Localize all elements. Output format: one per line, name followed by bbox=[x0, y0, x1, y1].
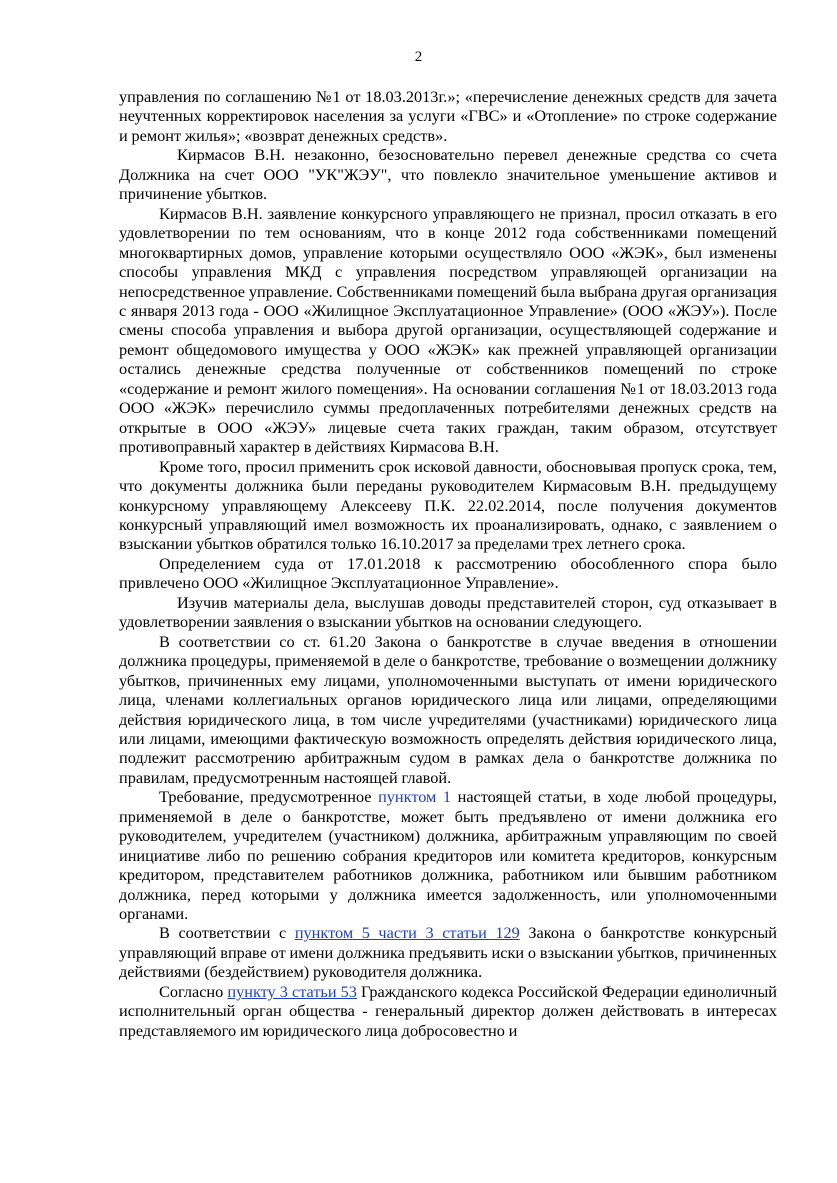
paragraph bbox=[119, 145, 777, 203]
paragraph bbox=[119, 593, 777, 632]
paragraph-text: Кирмасов В.Н. незаконно, безосновательно перевел денежные средства со счета Должника на счет ООО "УК"ЖЭУ", что повлекло значительное уменьшение активов и причинение убытков. bbox=[119, 145, 777, 204]
paragraph-text: В соответствии со ст. 61.20 Закона о банкротстве в случае введения в отношении должника процедуры, применяемой в деле о банкротстве, требование о возмещении должнику убытков, причиненных ему лицами, уполномоченными выступать от имени юридического лица, членами коллегиальных органов юридического лица или лицами, определяющими действия юридического лица, в том числе учредителями (участниками) юридического лица или лицами, имеющими фактическую возможность определять действия юридического лица, подлежит рассмотрению арбитражным судом в рамках дела о банкротстве должника по правилам, предусмотренным настоящей главой. bbox=[119, 631, 777, 787]
paragraph bbox=[119, 923, 777, 981]
law-reference-link[interactable]: пункту 3 статьи 53 bbox=[227, 981, 357, 1001]
paragraph bbox=[119, 554, 777, 593]
paragraph-text: Гражданского кодекса Российской Федерации единоличный исполнительный орган общества - генеральный директор должен действовать в интересах представляемого им юридического лица добросовестно и bbox=[119, 981, 778, 1040]
paragraph-text: Кроме того, просил применить срок исковой давности, обосновывая пропуск срока, тем, что документы должника были переданы руководителем Кирмасовым В.Н. предыдущему конкурсному управляющему Алексееву П.К. 22.02.2014, после получения документов конкурсный управляющий имел возможность их проанализировать, однако, с заявлением о взыскании убытков обратился только 16.10.2017 за пределами трех летнего срока. bbox=[119, 456, 777, 554]
paragraph-text: Кирмасов В.Н. заявление конкурсного управляющего не признал, просил отказать в его удовлетворении по тем основаниям, что в конце 2012 года собственниками помещений многоквартирных домов, управление которыми осуществляло ООО «ЖЭК», был изменены способы управления МКД с управления посредством управляющей организации на непосредственное управление. Собственниками помещений была выбрана другая организация с января 2013 года - ООО «Жилищное Эксплуатационное Управление» (ООО «ЖЭУ»). После смены способа управления и выбора другой организации, осуществляющей содержание и ремонт общедомового имущества у ООО «ЖЭК» как прежней управляющей организации остались денежные средства полученные от собственников помещений по строке «содержание и ремонт жилого помещения». На основании соглашения №1 от 18.03.2013 года ООО «ЖЭК» перечислило суммы предоплаченных потребителями денежных средств на открытые в ООО «ЖЭУ» лицевые счета таких граждан, таким образом, отсутствует противоправный характер в действиях Кирмасова В.Н. bbox=[119, 203, 777, 457]
paragraph-text: Закона о банкротстве конкурсный управляющий вправе от имени должника предъявить иски о взыскании убытков, причиненных действиями (бездействием) руководителя должника. bbox=[119, 923, 777, 982]
paragraph-text: управления по соглашению №1 от 18.03.2013г.»; «перечисление денежных средств для зачета неучтенных корректировок населения за услуги «ГВС» и «Отопление» по строке содержание и ремонт жилья»; «возврат денежных средств». bbox=[119, 87, 777, 145]
paragraph bbox=[119, 787, 777, 923]
paragraph-text: Согласно bbox=[159, 981, 228, 1001]
document-body bbox=[119, 87, 777, 1040]
paragraph-text: Требование, предусмотренное bbox=[159, 787, 379, 807]
paragraph bbox=[119, 204, 777, 457]
paragraph bbox=[119, 87, 777, 145]
paragraph bbox=[119, 632, 777, 788]
paragraph-text: Изучив материалы дела, выслушав доводы представителей сторон, суд отказывает в удовлетворении заявления о взыскании убытков на основании следующего. bbox=[119, 592, 777, 632]
paragraph-text: В соответствии с bbox=[159, 923, 295, 943]
paragraph bbox=[119, 457, 777, 554]
law-reference-link[interactable]: пунктом 1 bbox=[378, 787, 452, 807]
paragraph-text: Определением суда от 17.01.2018 к рассмотрению обособленного спора было привлечено ООО «Жилищное Эксплуатационное Управление». bbox=[119, 553, 777, 593]
paragraph-text: настоящей статьи, в ходе любой процедуры, применяемой в деле о банкротстве, может быть предъявлено от имени должника его руководителем, учредителем (участником) должника, арбитражным управляющим по своей инициативе либо по решению собрания кредиторов или комитета кредиторов, конкурсным кредитором, представителем работников должника, работником или бывшим работником должника, перед которыми у должника имеется задолженность, или уполномоченными органами. bbox=[119, 787, 777, 924]
page-number: 2 bbox=[414, 49, 423, 65]
law-reference-link[interactable]: пунктом 5 части 3 статьи 129 bbox=[294, 923, 520, 943]
paragraph bbox=[119, 982, 777, 1040]
